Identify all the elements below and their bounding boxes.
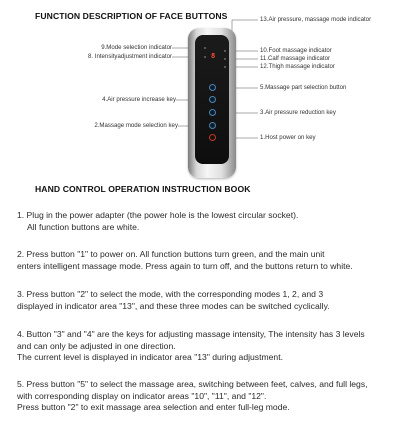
calf-indicator-dot [224,58,226,60]
pressure-increase-button[interactable] [209,96,216,103]
mode-indicator-dot [204,47,206,49]
label-4: 4.Air pressure increase key [102,96,176,103]
step-4-line-2: and can only be adjusted in one direction. [17,340,176,351]
step-4-line-1: 4. Button "3" and "4" are the keys for adjusting massage intensity, The intensity has 3 levels [17,329,365,339]
foot-indicator-dot [224,50,226,52]
step-1 [17,210,413,233]
step-3-line-2: displayed in indicator area "13", and these three modes can be switched cyclically. [17,300,330,311]
step-2 [17,249,413,272]
label-9: 9.Mode selection indicator [101,44,172,51]
step-3 [17,289,413,312]
part-selection-button[interactable] [209,84,216,91]
label-12: 12.Thigh massage indicator [260,63,335,70]
label-13: 13.Air pressure, massage mode indicator [260,16,372,23]
step-4-line-3: The current level is displayed in indicator area "13" during adjustment. [17,352,283,363]
mode-selection-button[interactable] [209,122,216,129]
section-title-face-buttons: FUNCTION DESCRIPTION OF FACE BUTTONS [35,11,228,21]
section-title-instructions: HAND CONTROL OPERATION INSTRUCTION BOOK [35,184,251,194]
label-5: 5.Massage part selection button [260,84,347,91]
intensity-indicator-dot [204,56,206,58]
pressure-reduction-button[interactable] [209,109,216,116]
step-2-line-1: 2. Press button "1" to power on. All function buttons turn green, and the main unit [17,249,325,259]
label-1: 1.Host power on key [260,134,316,141]
step-4 [17,329,413,364]
label-10: 10.Foot massage indicator [260,47,332,54]
step-2-line-2: enters intelligent massage mode. Press again to turn off, and the buttons return to white. [17,260,353,271]
step-5-line-2: with corresponding display on indicator areas "10", "11", and "12". [17,390,267,401]
display-digit: 8 [211,52,216,60]
label-2: 2.Massage mode selection key [94,122,178,129]
step-1-line-1: 1. Plug in the power adapter (the power hole is the lowest circular socket). [17,210,299,220]
label-3: 3.Air pressure reduction key [260,109,336,116]
power-button[interactable] [209,134,216,141]
step-1-line-2: All function buttons are white. [27,221,140,232]
step-3-line-1: 3. Press button "2" to select the mode, with the corresponding modes 1, 2, and 3 [17,289,324,299]
step-5 [17,379,413,414]
label-8: 8. Intensityadjustment indicator [87,53,172,60]
thigh-indicator-dot [224,66,226,68]
label-11: 11.Calf massage indicator [260,55,331,62]
step-5-line-3: Press button "2" to exit massage area selection and enter full-leg mode. [17,402,290,413]
step-5-line-1: 5. Press button "5" to select the massage area, switching between feet, calves, and full legs, [17,379,368,389]
